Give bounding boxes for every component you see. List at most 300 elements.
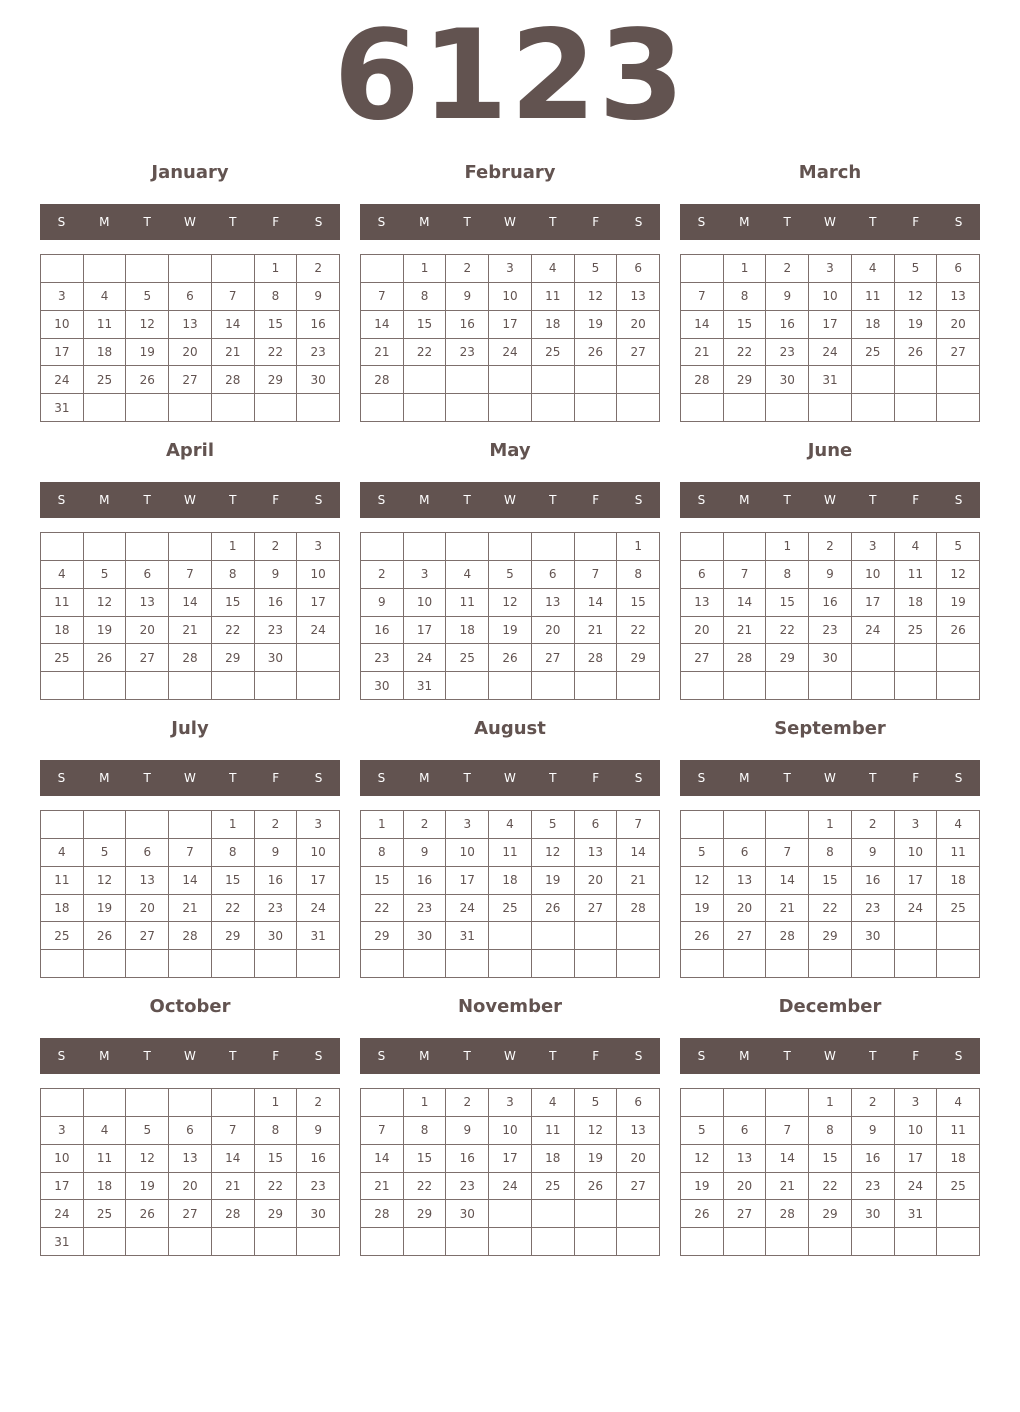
day-cell: 6 (617, 255, 660, 283)
day-cell: 23 (766, 339, 809, 367)
day-cell: 14 (766, 867, 809, 895)
weekday-label: T (229, 771, 237, 785)
day-cell: 22 (809, 1173, 852, 1201)
weekday-label: T (463, 215, 471, 229)
empty-cell (532, 1228, 575, 1256)
day-cell: 4 (41, 561, 84, 589)
empty-cell (489, 1228, 532, 1256)
day-cell: 8 (212, 839, 255, 867)
empty-cell (297, 950, 340, 978)
empty-cell (361, 950, 404, 978)
day-cell: 17 (446, 867, 489, 895)
weekday-label: T (229, 1049, 237, 1063)
day-cell: 29 (809, 1200, 852, 1228)
empty-cell (681, 394, 724, 422)
day-cell: 30 (766, 366, 809, 394)
empty-cell (724, 1228, 767, 1256)
day-cell: 26 (126, 1200, 169, 1228)
day-cell: 17 (297, 867, 340, 895)
day-cell: 1 (361, 811, 404, 839)
day-cell: 3 (852, 533, 895, 561)
empty-cell (169, 255, 212, 283)
day-cell: 18 (852, 311, 895, 339)
empty-cell (212, 255, 255, 283)
day-cell: 21 (681, 339, 724, 367)
weekday-label: W (184, 771, 196, 785)
weekday-label: T (869, 215, 877, 229)
day-cell: 9 (809, 561, 852, 589)
empty-cell (681, 1228, 724, 1256)
day-cell: 9 (766, 283, 809, 311)
empty-cell (895, 922, 938, 950)
day-cell: 2 (255, 811, 298, 839)
day-cell: 18 (937, 1145, 980, 1173)
day-cell: 22 (404, 1173, 447, 1201)
day-cell: 18 (84, 339, 127, 367)
day-cell: 23 (809, 617, 852, 645)
day-cell: 17 (41, 339, 84, 367)
day-cell: 17 (489, 311, 532, 339)
day-cell: 20 (617, 1145, 660, 1173)
day-cell: 6 (937, 255, 980, 283)
day-cell: 19 (84, 895, 127, 923)
day-cell: 8 (809, 1117, 852, 1145)
weekday-label: T (143, 1049, 151, 1063)
weekday-label: M (419, 771, 430, 785)
weekday-label: T (143, 771, 151, 785)
day-cell: 18 (532, 1145, 575, 1173)
weekday-header (40, 760, 340, 796)
day-cell: 8 (255, 1117, 298, 1145)
day-cell: 16 (446, 1145, 489, 1173)
empty-cell (212, 950, 255, 978)
day-cell: 16 (852, 867, 895, 895)
month-may (360, 440, 660, 704)
day-cell: 8 (361, 839, 404, 867)
day-cell: 20 (169, 339, 212, 367)
day-cell: 4 (84, 1117, 127, 1145)
day-cell: 21 (575, 617, 618, 645)
day-cell: 15 (361, 867, 404, 895)
empty-cell (681, 811, 724, 839)
day-cell: 19 (895, 311, 938, 339)
day-cell: 3 (809, 255, 852, 283)
day-cell: 21 (169, 617, 212, 645)
empty-cell (532, 366, 575, 394)
day-cell: 24 (489, 339, 532, 367)
empty-cell (169, 950, 212, 978)
day-cell: 5 (126, 283, 169, 311)
weekday-label: M (739, 493, 750, 507)
day-cell: 3 (446, 811, 489, 839)
day-cell: 7 (361, 1117, 404, 1145)
day-cell: 4 (532, 255, 575, 283)
empty-cell (766, 394, 809, 422)
empty-cell (489, 1200, 532, 1228)
day-cell: 31 (297, 922, 340, 950)
day-cell: 17 (297, 589, 340, 617)
day-cell: 16 (255, 867, 298, 895)
day-cell: 22 (809, 895, 852, 923)
day-cell: 29 (766, 644, 809, 672)
weekday-label: F (912, 771, 920, 785)
day-cell: 11 (852, 283, 895, 311)
day-cell: 14 (617, 839, 660, 867)
day-cell: 27 (169, 366, 212, 394)
empty-cell (41, 1089, 84, 1117)
weekday-label: S (634, 215, 643, 229)
weekday-label: M (419, 215, 430, 229)
day-cell: 23 (852, 895, 895, 923)
day-cell: 5 (681, 839, 724, 867)
day-grid (360, 532, 660, 700)
day-cell: 6 (169, 283, 212, 311)
day-cell: 20 (937, 311, 980, 339)
day-cell: 10 (41, 1145, 84, 1173)
day-cell: 19 (84, 617, 127, 645)
empty-cell (724, 533, 767, 561)
weekday-header (360, 760, 660, 796)
day-cell: 6 (681, 561, 724, 589)
weekday-label: S (954, 215, 963, 229)
empty-cell (297, 644, 340, 672)
day-cell: 16 (766, 311, 809, 339)
day-cell: 30 (852, 922, 895, 950)
day-cell: 17 (809, 311, 852, 339)
weekday-label: T (463, 1049, 471, 1063)
day-cell: 7 (169, 561, 212, 589)
day-cell: 24 (297, 895, 340, 923)
empty-cell (575, 922, 618, 950)
day-grid (40, 810, 340, 978)
day-cell: 8 (404, 283, 447, 311)
day-cell: 25 (937, 895, 980, 923)
day-cell: 24 (895, 895, 938, 923)
day-cell: 11 (532, 283, 575, 311)
empty-cell (724, 811, 767, 839)
empty-cell (895, 672, 938, 700)
weekday-label: W (184, 215, 196, 229)
day-cell: 28 (766, 1200, 809, 1228)
weekday-label: S (634, 493, 643, 507)
day-cell: 10 (297, 839, 340, 867)
day-cell: 5 (681, 1117, 724, 1145)
day-cell: 27 (724, 922, 767, 950)
day-cell: 11 (532, 1117, 575, 1145)
day-cell: 25 (41, 644, 84, 672)
day-cell: 20 (575, 867, 618, 895)
day-cell: 11 (446, 589, 489, 617)
empty-cell (361, 255, 404, 283)
empty-cell (212, 1228, 255, 1256)
empty-cell (575, 1200, 618, 1228)
day-cell: 7 (212, 283, 255, 311)
day-grid (680, 810, 980, 978)
day-cell: 10 (895, 839, 938, 867)
empty-cell (895, 1228, 938, 1256)
empty-cell (766, 1089, 809, 1117)
day-cell: 30 (255, 644, 298, 672)
day-cell: 27 (169, 1200, 212, 1228)
day-cell: 6 (126, 561, 169, 589)
empty-cell (446, 950, 489, 978)
day-cell: 2 (809, 533, 852, 561)
day-cell: 21 (766, 1173, 809, 1201)
day-cell: 26 (575, 1173, 618, 1201)
day-cell: 23 (297, 339, 340, 367)
day-cell: 4 (895, 533, 938, 561)
day-cell: 19 (126, 1173, 169, 1201)
month-february (360, 162, 660, 426)
weekday-label: F (272, 1049, 280, 1063)
empty-cell (852, 366, 895, 394)
empty-cell (937, 922, 980, 950)
empty-cell (297, 1228, 340, 1256)
day-cell: 19 (937, 589, 980, 617)
year-title: 6123 (333, 4, 687, 148)
day-cell: 1 (766, 533, 809, 561)
day-cell: 24 (404, 644, 447, 672)
day-cell: 7 (681, 283, 724, 311)
day-cell: 1 (212, 811, 255, 839)
empty-cell (169, 811, 212, 839)
day-cell: 27 (575, 895, 618, 923)
day-cell: 31 (809, 366, 852, 394)
weekday-label: M (739, 771, 750, 785)
day-cell: 5 (575, 255, 618, 283)
day-cell: 24 (41, 1200, 84, 1228)
empty-cell (446, 394, 489, 422)
day-cell: 21 (361, 339, 404, 367)
month-november (360, 996, 660, 1260)
day-cell: 29 (255, 366, 298, 394)
weekday-label: S (57, 493, 66, 507)
day-cell: 12 (937, 561, 980, 589)
day-cell: 18 (84, 1173, 127, 1201)
month-october (40, 996, 340, 1260)
day-cell: 16 (809, 589, 852, 617)
weekday-header (360, 1038, 660, 1074)
day-cell: 11 (895, 561, 938, 589)
empty-cell (361, 394, 404, 422)
month-name: November (457, 996, 563, 1017)
empty-cell (575, 394, 618, 422)
empty-cell (126, 394, 169, 422)
weekday-label: S (57, 1049, 66, 1063)
day-cell: 19 (681, 895, 724, 923)
weekday-header (680, 1038, 980, 1074)
empty-cell (937, 1228, 980, 1256)
empty-cell (489, 533, 532, 561)
day-cell: 26 (126, 366, 169, 394)
day-cell: 4 (84, 283, 127, 311)
empty-cell (617, 366, 660, 394)
day-cell: 18 (532, 311, 575, 339)
weekday-label: W (824, 493, 836, 507)
day-cell: 2 (446, 1089, 489, 1117)
empty-cell (84, 1228, 127, 1256)
weekday-label: F (272, 493, 280, 507)
month-name: May (489, 440, 531, 461)
empty-cell (617, 922, 660, 950)
weekday-label: M (419, 1049, 430, 1063)
day-cell: 2 (852, 1089, 895, 1117)
day-cell: 7 (617, 811, 660, 839)
empty-cell (681, 672, 724, 700)
day-cell: 13 (617, 283, 660, 311)
empty-cell (404, 1228, 447, 1256)
weekday-label: S (634, 1049, 643, 1063)
weekday-header (360, 482, 660, 518)
day-cell: 9 (852, 839, 895, 867)
day-cell: 12 (681, 867, 724, 895)
empty-cell (41, 533, 84, 561)
empty-cell (895, 644, 938, 672)
day-cell: 20 (681, 617, 724, 645)
day-cell: 25 (532, 339, 575, 367)
day-grid (40, 532, 340, 700)
day-cell: 24 (852, 617, 895, 645)
day-cell: 15 (617, 589, 660, 617)
day-cell: 4 (532, 1089, 575, 1117)
day-cell: 5 (84, 839, 127, 867)
day-cell: 20 (169, 1173, 212, 1201)
day-cell: 13 (617, 1117, 660, 1145)
day-cell: 21 (766, 895, 809, 923)
day-cell: 20 (724, 895, 767, 923)
day-cell: 25 (41, 922, 84, 950)
weekday-label: W (504, 493, 516, 507)
empty-cell (361, 533, 404, 561)
day-cell: 11 (41, 589, 84, 617)
day-cell: 14 (212, 311, 255, 339)
empty-cell (766, 950, 809, 978)
day-cell: 1 (809, 811, 852, 839)
day-cell: 19 (126, 339, 169, 367)
day-cell: 11 (41, 867, 84, 895)
empty-cell (895, 366, 938, 394)
day-cell: 9 (255, 839, 298, 867)
weekday-label: W (504, 215, 516, 229)
day-cell: 13 (681, 589, 724, 617)
day-cell: 15 (404, 311, 447, 339)
day-cell: 29 (809, 922, 852, 950)
empty-cell (489, 394, 532, 422)
day-cell: 25 (84, 366, 127, 394)
empty-cell (617, 1228, 660, 1256)
month-december (680, 996, 980, 1260)
day-cell: 29 (617, 644, 660, 672)
day-cell: 31 (446, 922, 489, 950)
day-cell: 20 (617, 311, 660, 339)
day-cell: 12 (489, 589, 532, 617)
weekday-label: S (377, 1049, 386, 1063)
month-name: October (149, 996, 231, 1017)
day-cell: 13 (575, 839, 618, 867)
day-cell: 22 (255, 1173, 298, 1201)
day-cell: 29 (724, 366, 767, 394)
day-cell: 14 (212, 1145, 255, 1173)
empty-cell (766, 1228, 809, 1256)
day-cell: 8 (404, 1117, 447, 1145)
empty-cell (489, 366, 532, 394)
day-cell: 25 (84, 1200, 127, 1228)
day-cell: 11 (84, 311, 127, 339)
empty-cell (41, 950, 84, 978)
day-cell: 22 (212, 617, 255, 645)
weekday-label: W (184, 493, 196, 507)
weekday-label: S (377, 493, 386, 507)
empty-cell (169, 394, 212, 422)
empty-cell (126, 811, 169, 839)
day-cell: 8 (809, 839, 852, 867)
weekday-label: W (504, 1049, 516, 1063)
day-cell: 27 (617, 1173, 660, 1201)
weekday-label: F (912, 215, 920, 229)
day-cell: 19 (681, 1173, 724, 1201)
day-cell: 10 (297, 561, 340, 589)
day-cell: 21 (724, 617, 767, 645)
day-cell: 12 (84, 867, 127, 895)
day-cell: 1 (617, 533, 660, 561)
day-cell: 1 (809, 1089, 852, 1117)
day-cell: 19 (575, 311, 618, 339)
day-cell: 26 (937, 617, 980, 645)
empty-cell (852, 672, 895, 700)
day-cell: 27 (724, 1200, 767, 1228)
empty-cell (126, 533, 169, 561)
day-cell: 26 (84, 922, 127, 950)
empty-cell (532, 1200, 575, 1228)
day-cell: 9 (446, 283, 489, 311)
day-cell: 16 (446, 311, 489, 339)
day-cell: 17 (41, 1173, 84, 1201)
day-cell: 22 (724, 339, 767, 367)
day-cell: 15 (809, 1145, 852, 1173)
empty-cell (852, 1228, 895, 1256)
day-grid (680, 254, 980, 422)
day-grid (40, 254, 340, 422)
month-name: March (798, 162, 862, 183)
day-cell: 29 (361, 922, 404, 950)
weekday-label: T (229, 215, 237, 229)
empty-cell (84, 1089, 127, 1117)
day-cell: 12 (895, 283, 938, 311)
weekday-label: T (463, 771, 471, 785)
empty-cell (212, 1089, 255, 1117)
day-cell: 14 (766, 1145, 809, 1173)
day-cell: 21 (169, 895, 212, 923)
day-cell: 11 (489, 839, 532, 867)
day-cell: 18 (489, 867, 532, 895)
day-cell: 31 (404, 672, 447, 700)
day-cell: 2 (297, 255, 340, 283)
day-cell: 26 (489, 644, 532, 672)
day-cell: 27 (937, 339, 980, 367)
day-cell: 23 (255, 895, 298, 923)
day-cell: 30 (404, 922, 447, 950)
day-cell: 28 (361, 1200, 404, 1228)
empty-cell (84, 255, 127, 283)
day-cell: 28 (212, 366, 255, 394)
empty-cell (169, 672, 212, 700)
weekday-label: M (739, 1049, 750, 1063)
day-cell: 13 (169, 1145, 212, 1173)
day-cell: 3 (895, 811, 938, 839)
day-cell: 26 (84, 644, 127, 672)
day-cell: 23 (297, 1173, 340, 1201)
empty-cell (84, 811, 127, 839)
